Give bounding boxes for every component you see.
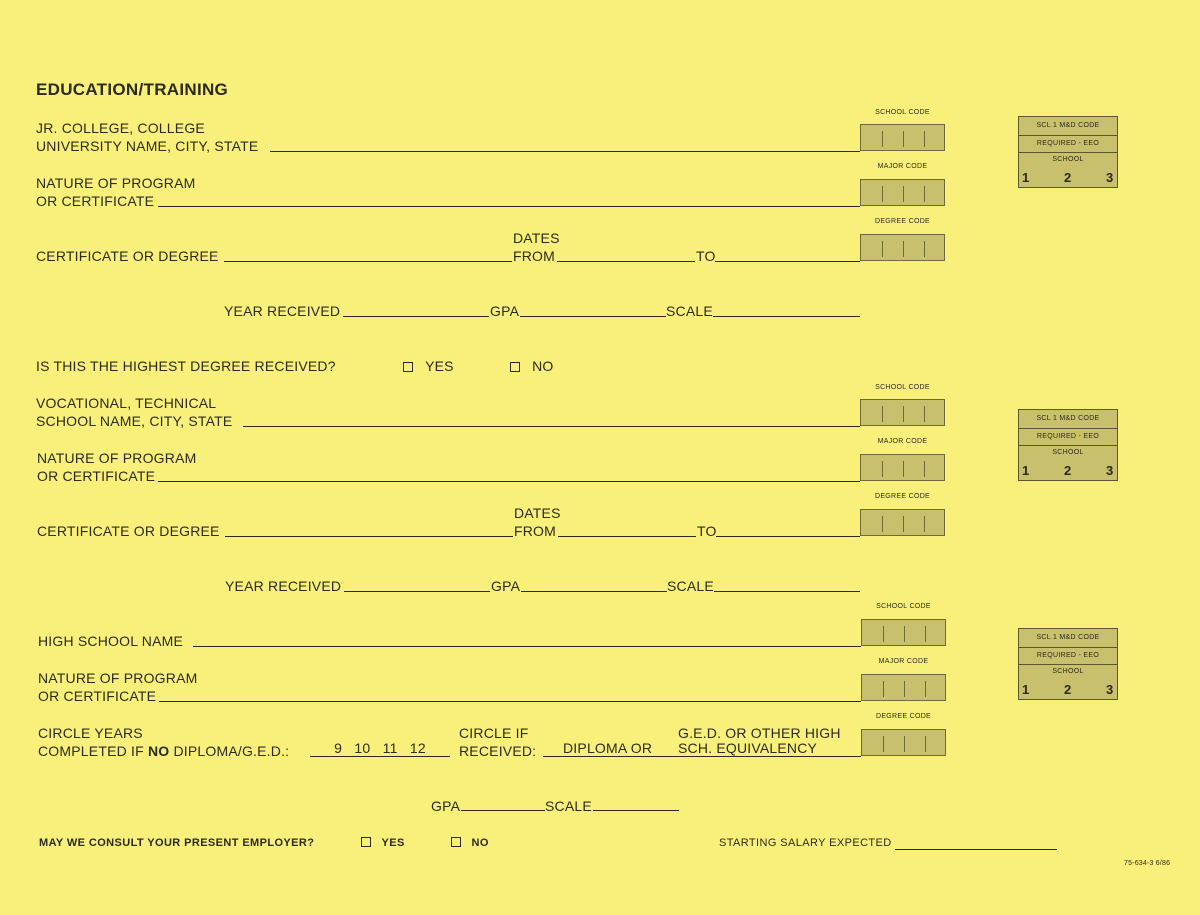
eeo-num-1[interactable]: 1 xyxy=(1022,463,1030,478)
eeo-num-1[interactable]: 1 xyxy=(1022,170,1030,185)
eeo-num-3[interactable]: 3 xyxy=(1106,170,1114,185)
voc-program-label-2: OR CERTIFICATE xyxy=(37,468,156,484)
consult-yes-label: YES xyxy=(381,837,405,849)
college-from-field[interactable] xyxy=(557,261,695,262)
hs-scale-field[interactable] xyxy=(593,810,679,811)
school-code-label: SCHOOL CODE xyxy=(875,109,930,116)
hs-circle-years-no: NO xyxy=(147,743,170,759)
eeo-box-high-school xyxy=(1018,628,1118,700)
consult-yes-option[interactable] xyxy=(361,837,405,849)
college-scale-label: SCALE xyxy=(666,303,713,319)
voc-scale-field[interactable] xyxy=(714,591,860,592)
highest-yes-label: YES xyxy=(425,358,454,374)
hs-circle-years-part-a: COMPLETED IF xyxy=(38,743,148,759)
hs-circle-if-label-1: CIRCLE IF xyxy=(459,725,529,741)
major-code-label: MAJOR CODE xyxy=(877,163,928,170)
hs-scale-label: SCALE xyxy=(545,798,592,814)
highest-yes-checkbox[interactable] xyxy=(403,362,413,372)
consult-no-checkbox[interactable] xyxy=(451,837,461,847)
eeo-line-2: REQUIRED - EEO xyxy=(1036,433,1100,440)
voc-year-label: YEAR RECEIVED xyxy=(225,578,342,594)
voc-to-label: TO xyxy=(697,523,717,539)
section-title: EDUCATION/TRAINING xyxy=(36,80,229,99)
hs-circle-years-part-c: DIPLOMA/G.E.D.: xyxy=(169,743,290,759)
hs-school-code-box[interactable] xyxy=(861,619,946,646)
voc-degree-code-box[interactable] xyxy=(860,509,945,536)
voc-major-code-label: MAJOR CODE xyxy=(877,438,928,445)
highest-no-label: NO xyxy=(532,358,554,374)
hs-major-code-label: MAJOR CODE xyxy=(878,658,929,665)
eeo-line-3: SCHOOL xyxy=(1052,668,1084,675)
college-program-field[interactable] xyxy=(158,206,860,207)
voc-cert-label: CERTIFICATE OR DEGREE xyxy=(37,523,220,539)
voc-to-field[interactable] xyxy=(716,536,860,537)
voc-name-label-1: VOCATIONAL, TECHNICAL xyxy=(36,395,217,411)
highest-no-option[interactable] xyxy=(510,357,554,375)
hs-circle-years-label-1: CIRCLE YEARS xyxy=(38,725,143,741)
voc-dates-label: DATES xyxy=(514,505,561,521)
hs-name-field[interactable] xyxy=(193,646,861,647)
college-to-label: TO xyxy=(696,248,716,264)
voc-scale-label: SCALE xyxy=(667,578,714,594)
highest-degree-question: IS THIS THE HIGHEST DEGREE RECEIVED? xyxy=(36,358,336,374)
eeo-line-1: SCL 1 M&D CODE xyxy=(1036,122,1100,129)
college-name-label-1: JR. COLLEGE, COLLEGE xyxy=(36,120,205,136)
voc-gpa-label: GPA xyxy=(491,578,521,594)
hs-program-label-2: OR CERTIFICATE xyxy=(38,688,157,704)
hs-major-code-box[interactable] xyxy=(861,674,946,701)
hs-degree-code-label: DEGREE CODE xyxy=(875,713,932,720)
hs-ged-option-2[interactable]: SCH. EQUIVALENCY xyxy=(678,740,818,756)
hs-program-field[interactable] xyxy=(159,701,861,702)
school-code-box[interactable] xyxy=(860,124,945,151)
highest-yes-option[interactable] xyxy=(403,357,454,375)
college-cert-field[interactable] xyxy=(224,261,512,262)
eeo-line-2: REQUIRED - EEO xyxy=(1036,652,1100,659)
eeo-line-1: SCL 1 M&D CODE xyxy=(1036,634,1100,641)
hs-received-line xyxy=(543,756,861,757)
consult-no-option[interactable] xyxy=(451,837,489,849)
voc-degree-code-label: DEGREE CODE xyxy=(874,493,931,500)
eeo-box-college xyxy=(1018,116,1118,188)
form-number: 75-634-3 6/86 xyxy=(1124,860,1171,867)
college-program-label-1: NATURE OF PROGRAM xyxy=(36,175,196,191)
eeo-box-vocational xyxy=(1018,409,1118,481)
voc-program-field[interactable] xyxy=(158,481,860,482)
eeo-num-2[interactable]: 2 xyxy=(1064,170,1072,185)
college-name-label-2: UNIVERSITY NAME, CITY, STATE xyxy=(36,138,259,154)
college-program-label-2: OR CERTIFICATE xyxy=(36,193,155,209)
eeo-num-3[interactable]: 3 xyxy=(1106,682,1114,697)
voc-from-label: FROM xyxy=(514,523,557,539)
salary-expected-field[interactable] xyxy=(895,849,1057,850)
hs-name-label: HIGH SCHOOL NAME xyxy=(38,633,184,649)
college-to-field[interactable] xyxy=(715,261,860,262)
voc-school-code-label: SCHOOL CODE xyxy=(875,384,930,391)
eeo-line-3: SCHOOL xyxy=(1052,156,1084,163)
college-name-field[interactable] xyxy=(270,151,860,152)
eeo-num-1[interactable]: 1 xyxy=(1022,682,1030,697)
hs-diploma-option[interactable]: DIPLOMA OR xyxy=(563,740,653,756)
hs-gpa-field[interactable] xyxy=(461,810,545,811)
hs-circle-years-label-2 xyxy=(38,742,289,760)
college-gpa-field[interactable] xyxy=(520,316,666,317)
voc-school-code-box[interactable] xyxy=(860,399,945,426)
college-dates-label: DATES xyxy=(513,230,560,246)
voc-name-field[interactable] xyxy=(243,426,860,427)
eeo-line-3: SCHOOL xyxy=(1052,449,1084,456)
voc-program-label-1: NATURE OF PROGRAM xyxy=(37,450,197,466)
highest-no-checkbox[interactable] xyxy=(510,362,520,372)
salary-expected-label: STARTING SALARY EXPECTED xyxy=(719,837,892,849)
college-from-label: FROM xyxy=(513,248,556,264)
consult-no-label: NO xyxy=(471,837,489,849)
eeo-line-2: REQUIRED - EEO xyxy=(1036,140,1100,147)
consult-employer-question: MAY WE CONSULT YOUR PRESENT EMPLOYER? xyxy=(39,837,315,849)
voc-major-code-box[interactable] xyxy=(860,454,945,481)
college-year-label: YEAR RECEIVED xyxy=(224,303,341,319)
voc-gpa-field[interactable] xyxy=(521,591,667,592)
college-cert-label: CERTIFICATE OR DEGREE xyxy=(36,248,219,264)
degree-code-box[interactable] xyxy=(860,234,945,261)
college-year-field[interactable] xyxy=(343,316,489,317)
voc-year-field[interactable] xyxy=(344,591,490,592)
eeo-line-1: SCL 1 M&D CODE xyxy=(1036,415,1100,422)
hs-gpa-label: GPA xyxy=(431,798,461,814)
eeo-num-3[interactable]: 3 xyxy=(1106,463,1114,478)
hs-program-label-1: NATURE OF PROGRAM xyxy=(38,670,198,686)
consult-yes-checkbox[interactable] xyxy=(361,837,371,847)
eeo-num-2[interactable]: 2 xyxy=(1064,682,1072,697)
degree-code-label: DEGREE CODE xyxy=(874,218,931,225)
voc-from-field[interactable] xyxy=(558,536,696,537)
hs-ged-option-1[interactable]: G.E.D. OR OTHER HIGH xyxy=(678,725,841,741)
voc-cert-field[interactable] xyxy=(225,536,513,537)
eeo-num-2[interactable]: 2 xyxy=(1064,463,1072,478)
hs-years-line xyxy=(310,756,450,757)
hs-years-options[interactable]: 9 10 11 12 xyxy=(334,740,426,756)
voc-name-label-2: SCHOOL NAME, CITY, STATE xyxy=(36,413,233,429)
college-scale-field[interactable] xyxy=(713,316,860,317)
college-gpa-label: GPA xyxy=(490,303,520,319)
major-code-box[interactable] xyxy=(860,179,945,206)
hs-degree-code-box[interactable] xyxy=(861,729,946,756)
hs-school-code-label: SCHOOL CODE xyxy=(876,603,931,610)
hs-circle-if-label-2: RECEIVED: xyxy=(459,743,537,759)
